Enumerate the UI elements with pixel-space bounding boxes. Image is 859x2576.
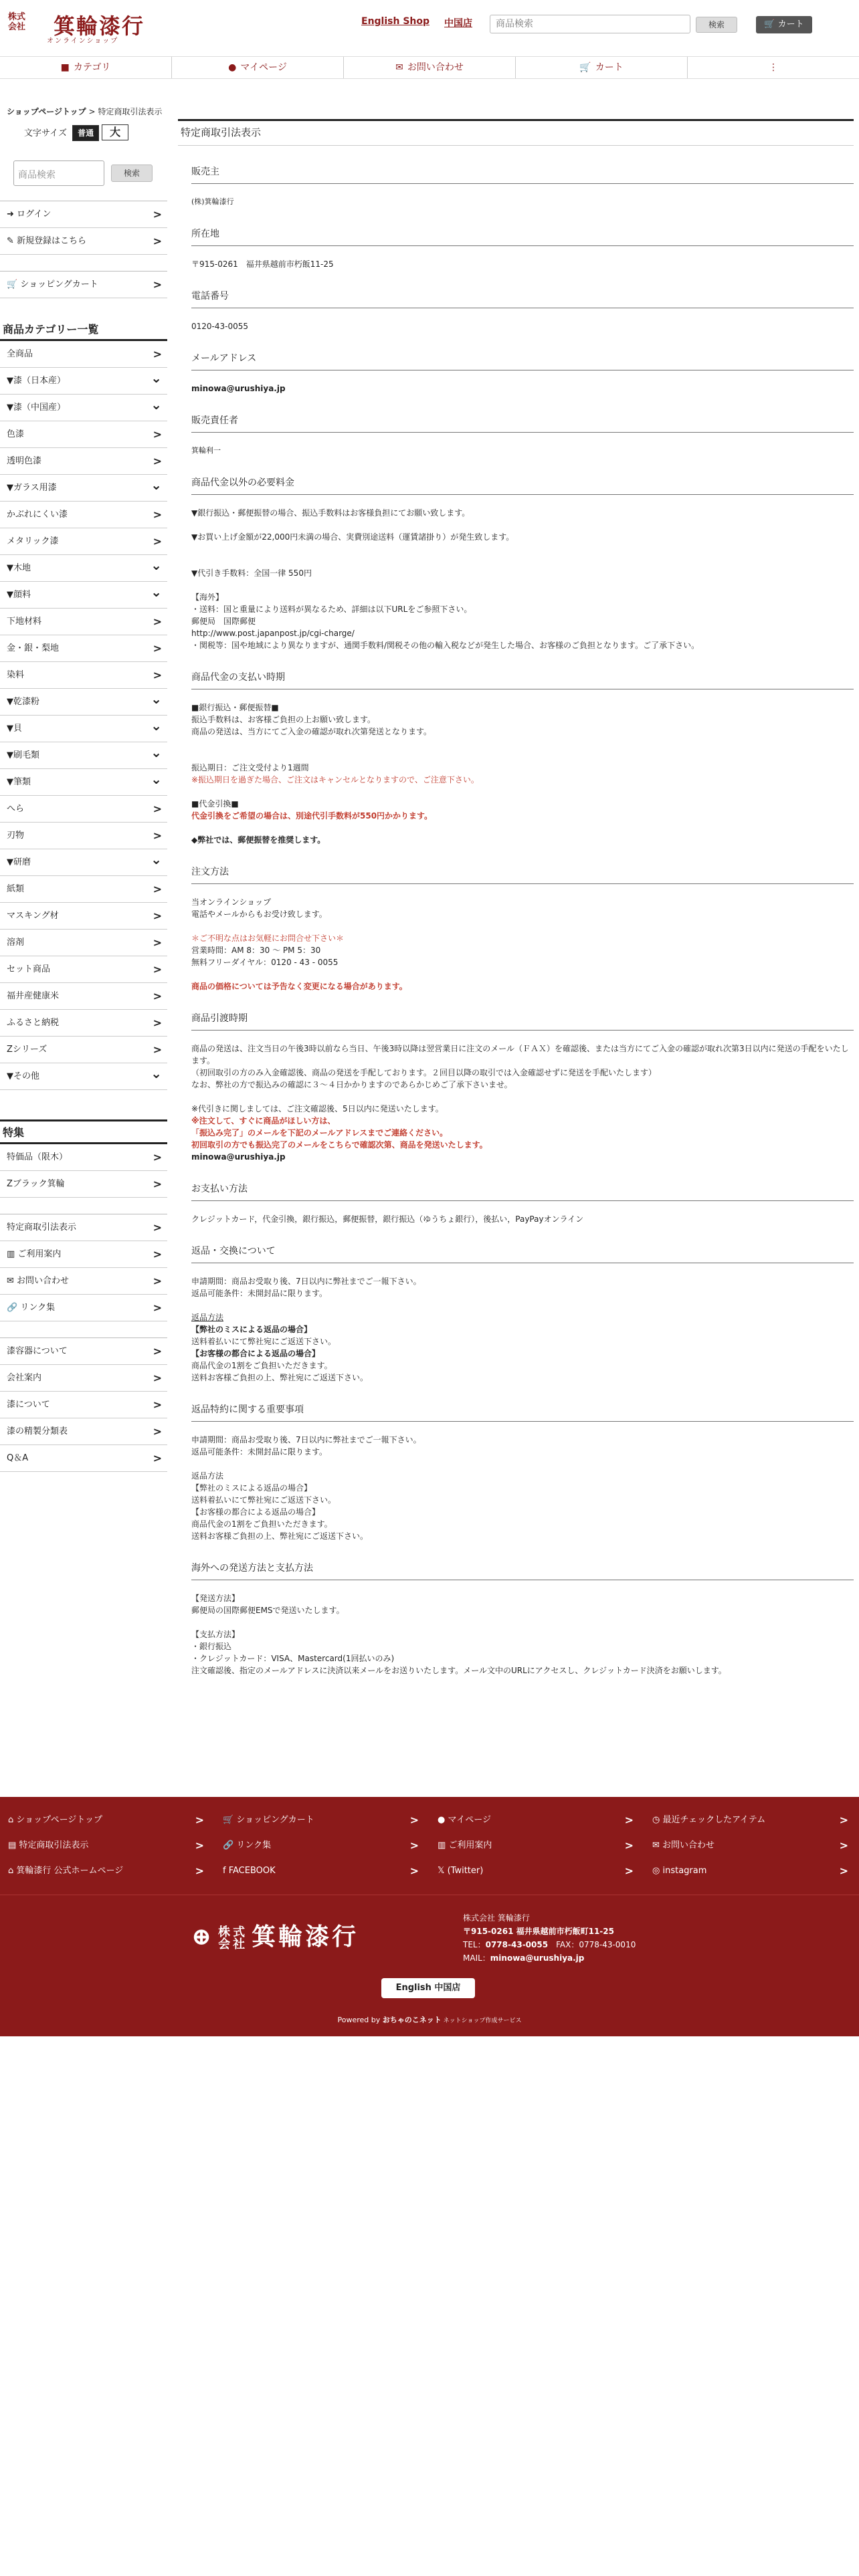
special-heading: 特集	[0, 1121, 167, 1144]
section-heading: 電話番号	[191, 270, 854, 308]
chevron-right-icon: >	[153, 963, 162, 976]
chevron-down-icon: ⌄	[151, 771, 162, 787]
chevron-right-icon: >	[153, 1398, 162, 1411]
logo-mark-icon: ⊕	[191, 1923, 215, 1951]
section-delivery: 商品引渡時期 商品の発送は、注文当日の午後3時以前なら当日、午後3時以降は翌営業日に注文のメール（ＦＡＸ）を確認後、または当方にてご入金の確認が取れ次第3日以内に発送の手配をいたします。 （初回取引の方のみ入金確認後、商品の発送を手配しております。２回目以降の取引では入金確認せずに発送を手配いたします） なお、弊社の方で振込みの確認に３〜４日かかりますのであらかじめご了承下さいませ。 ※代引きに関しましては、ご注文確認後、5日以内に発送いたします。 ※注文して、すぐに商品がほしい方は、 「振込み完了」のメールを下記のメールアドレスまでご連絡ください。 初回取引の方でも振込完了のメールをこちらで確認次第、商品を発送いたします。 minowa@urushiya.jp	[178, 992, 854, 1163]
footer-link[interactable]: 𝕏 (Twitter) >	[430, 1858, 644, 1884]
section-payment-methods: お支払い方法 クレジットカード，代金引換，銀行振込，郵便振替，銀行振込（ゆうちょ銀行），後払い，PayPayオンライン	[178, 1163, 854, 1225]
header-cart-button[interactable]: 🛒 カート	[756, 16, 812, 33]
sidebar-contact[interactable]: ✉ お問い合わせ >	[0, 1268, 167, 1295]
logo-name: 箕輪漆行	[54, 13, 145, 39]
footer-logo[interactable]: ⊕ 株式 会社 箕輪漆行	[191, 1923, 359, 1951]
footer-link[interactable]: ✉ お問い合わせ >	[644, 1833, 859, 1858]
list-icon: ▤	[8, 1840, 19, 1850]
chevron-right-icon: >	[153, 1248, 162, 1261]
footer-link[interactable]: ▤ 特定商取引法表示 >	[0, 1833, 215, 1858]
sidebar-category-item[interactable]: 透明色漆 >	[0, 448, 167, 475]
sidebar-category-item[interactable]: ▼ガラス用漆 ⌄	[0, 475, 167, 502]
font-size-control: 文字サイズ 普通 大	[0, 119, 167, 143]
chevron-right-icon: >	[153, 990, 162, 1002]
footer-link[interactable]: f FACEBOOK >	[215, 1858, 430, 1884]
chevron-right-icon: >	[409, 1839, 419, 1852]
pencil-icon: ✎	[7, 236, 17, 246]
sidebar-category-item[interactable]: 全商品 >	[0, 341, 167, 368]
chevron-right-icon: >	[624, 1839, 634, 1852]
mail-icon: ✉	[7, 1276, 17, 1286]
font-size-large-button[interactable]: 大	[102, 124, 128, 140]
sidebar-login[interactable]: ➜ ログイン >	[0, 201, 167, 228]
chevron-right-icon: >	[153, 1275, 162, 1287]
section-international: 海外への発送方法と支払方法 【発送方法】 郵便局の国際郵便EMSで発送いたします。 【支払方法】 ・銀行振込 ・クレジットカード：VISA、Mastercard(1回払いのみ) 注文確認後、指定のメールアドレスに決済以来メールをお送りいたします。メール文中のURLにアクセスし、クレジットカード決済をお願いします。	[178, 1542, 854, 1677]
section-heading: 商品引渡時期	[191, 992, 854, 1031]
instagram-icon: ◎	[652, 1866, 663, 1876]
chevron-right-icon: >	[153, 615, 162, 628]
section-heading: 所在地	[191, 208, 854, 246]
chevron-down-icon: ⌄	[151, 1065, 162, 1081]
footer-company-info: 株式会社 箕輪漆行 〒915-0261 福井県越前市朽飯町11-25 TEL：0778-43-0055 FAX：0778-43-0010 MAIL：minowa@urushiya.jp	[463, 1913, 636, 1963]
sidebar-guide[interactable]: ▥ ご利用案内 >	[0, 1241, 167, 1268]
sidebar-category-item[interactable]: ▼貝 ⌄	[0, 716, 167, 742]
sidebar-category-item[interactable]: 刃物 >	[0, 823, 167, 849]
chevron-right-icon: >	[153, 1372, 162, 1384]
section-heading: 返品・交換について	[191, 1225, 854, 1263]
sidebar	[0, 119, 167, 1472]
chevron-down-icon: ⌄	[151, 584, 162, 600]
section-seller	[178, 146, 854, 208]
chevron-right-icon: >	[153, 348, 162, 360]
header-search-button[interactable]: 検索	[696, 17, 737, 33]
x-icon: 𝕏	[438, 1866, 448, 1876]
footer-nav	[0, 1797, 859, 1895]
chevron-down-icon: ⌄	[151, 691, 162, 707]
chevron-down-icon: ⌄	[151, 851, 162, 867]
chevron-right-icon: >	[839, 1839, 848, 1852]
sidebar-category-item[interactable]: ▼木地 ⌄	[0, 555, 167, 582]
footer-link[interactable]: ▥ ご利用案内 >	[430, 1833, 644, 1858]
cart-icon: 🛒	[7, 280, 21, 290]
footer-link[interactable]: 🔗 リンク集 >	[215, 1833, 430, 1858]
cart-icon: 🛒	[223, 1815, 237, 1825]
user-icon: ●	[228, 62, 237, 73]
cart-icon: 🛒	[764, 19, 778, 29]
footer-link[interactable]: ● マイページ >	[430, 1808, 644, 1833]
sidebar-category-item[interactable]: ▼研磨 ⌄	[0, 849, 167, 876]
sidebar-search-button[interactable]: 検索	[111, 165, 153, 182]
chevron-right-icon: >	[624, 1864, 634, 1877]
tel-value: 0120-43-0055	[191, 322, 249, 331]
breadcrumb-current: 特定商取引法表示	[98, 107, 163, 116]
sidebar-category-item[interactable]: ▼顔料 ⌄	[0, 582, 167, 609]
sidebar-category-item[interactable]: マスキング材 >	[0, 903, 167, 930]
english-shop-link[interactable]: English Shop	[361, 16, 430, 27]
category-heading: 商品カテゴリー一覧	[0, 318, 167, 341]
nav-cart[interactable]: 🛒 カート	[516, 57, 688, 78]
facebook-icon: f	[223, 1866, 229, 1876]
footer-link[interactable]: ◎ instagram >	[644, 1858, 859, 1884]
address-value: 〒915-0261 福井県越前市朽飯11-25	[191, 259, 334, 269]
chevron-right-icon: >	[153, 428, 162, 441]
chevron-down-icon: ⌄	[151, 718, 162, 734]
delivery-mail-link[interactable]: minowa@urushiya.jp	[191, 1152, 286, 1162]
user-icon: ●	[438, 1815, 448, 1825]
footer-main	[0, 1895, 859, 2036]
sidebar-category-item[interactable]: 色漆 >	[0, 421, 167, 448]
powered-by-link[interactable]: おちゃのこネット	[382, 2016, 442, 2024]
book-icon: ▥	[438, 1840, 449, 1850]
section-heading: 商品代金以外の必要料金	[191, 457, 854, 495]
sidebar-company[interactable]: 会社案内 >	[0, 1365, 167, 1392]
sidebar-links[interactable]: 🔗 リンク集 >	[0, 1295, 167, 1321]
sidebar-category-item[interactable]: 福井産健康米 >	[0, 983, 167, 1010]
sidebar-category-item[interactable]: Zシリーズ >	[0, 1037, 167, 1063]
nav-more[interactable]	[688, 57, 859, 78]
chevron-right-icon: >	[153, 909, 162, 922]
clock-icon: ◷	[652, 1815, 663, 1825]
sidebar-category-item[interactable]: へら >	[0, 796, 167, 823]
header	[0, 0, 859, 45]
more-icon: ⋮	[769, 62, 778, 73]
section-heading: メールアドレス	[191, 332, 854, 370]
sidebar-about-urushi[interactable]: 漆について >	[0, 1392, 167, 1418]
sidebar-register[interactable]: ✎ 新規登録はこちら >	[0, 228, 167, 255]
breadcrumb: ショップページトップ > 特定商取引法表示	[7, 107, 163, 116]
chevron-right-icon: >	[153, 802, 162, 815]
nav-contact[interactable]: ✉ お問い合わせ	[344, 57, 516, 78]
chevron-right-icon: >	[153, 455, 162, 467]
chevron-right-icon: >	[153, 883, 162, 895]
footer-language-button[interactable]: English 中国店	[381, 1978, 475, 1998]
chevron-down-icon: ⌄	[151, 397, 162, 413]
sidebar-category-item[interactable]: ▼筆類 ⌄	[0, 769, 167, 796]
sidebar-category-item[interactable]: ふるさと納税 >	[0, 1010, 167, 1037]
sidebar-special-zblack[interactable]: Zブラック箕輪 >	[0, 1171, 167, 1198]
mail-value[interactable]: minowa@urushiya.jp	[191, 384, 286, 393]
link-icon: 🔗	[7, 1303, 21, 1313]
chevron-right-icon: >	[195, 1864, 204, 1877]
login-icon: ➜	[7, 209, 17, 219]
mail-icon: ✉	[395, 62, 403, 73]
chevron-right-icon: >	[153, 1301, 162, 1314]
powered-by: Powered by おちゃのこネット ネットショップ作成サービス	[337, 2016, 522, 2024]
chevron-right-icon: >	[153, 1425, 162, 1438]
chevron-right-icon: >	[624, 1814, 634, 1826]
sidebar-category-item[interactable]: 金・銀・梨地 >	[0, 635, 167, 662]
sidebar-container-info[interactable]: 漆容器について >	[0, 1338, 167, 1365]
section-mail	[178, 332, 854, 395]
sidebar-search-input[interactable]: 商品検索	[13, 160, 104, 186]
chevron-right-icon: >	[153, 235, 162, 247]
sidebar-special-sale[interactable]: 特価品（限木） >	[0, 1144, 167, 1171]
mail-icon: ✉	[652, 1840, 663, 1850]
manager-value: 箕輪利一	[191, 446, 221, 455]
chevron-right-icon: >	[153, 1452, 162, 1465]
sidebar-category-item[interactable]: セット商品 >	[0, 956, 167, 983]
footer-link[interactable]: ⌂ 箕輪漆行 公式ホームページ >	[0, 1858, 215, 1884]
chevron-right-icon: >	[153, 642, 162, 655]
sidebar-category-item[interactable]: ▼漆（日本産） ⌄	[0, 368, 167, 395]
nav-mypage[interactable]: ● マイページ	[172, 57, 344, 78]
site-logo[interactable]	[8, 9, 162, 43]
chevron-down-icon: ⌄	[151, 744, 162, 760]
sidebar-category-item[interactable]: 染料 >	[0, 662, 167, 689]
section-heading: 商品代金の支払い時期	[191, 651, 854, 689]
chevron-right-icon: >	[153, 208, 162, 221]
main-content	[178, 119, 854, 1677]
sidebar-refine-table[interactable]: 漆の精製分類表 >	[0, 1418, 167, 1445]
logo-corp: 株式 会社	[8, 12, 26, 32]
chevron-right-icon: >	[153, 1043, 162, 1056]
logo-tagline: オンラインショップ	[47, 37, 119, 45]
sidebar-category-item[interactable]: ▼乾漆粉 ⌄	[0, 689, 167, 716]
section-address	[178, 208, 854, 270]
sidebar-search	[0, 143, 167, 201]
chevron-right-icon: >	[409, 1864, 419, 1877]
chevron-down-icon: ⌄	[151, 370, 162, 386]
home-icon: ⌂	[8, 1866, 17, 1876]
category-list	[0, 341, 167, 1090]
chevron-right-icon: >	[153, 1178, 162, 1190]
section-tel	[178, 270, 854, 332]
chevron-right-icon: >	[195, 1814, 204, 1826]
sidebar-category-item[interactable]: ▼漆（中国産） ⌄	[0, 395, 167, 421]
section-manager	[178, 395, 854, 457]
sidebar-category-item[interactable]: 溶剤 >	[0, 930, 167, 956]
sidebar-cart[interactable]: 🛒 ショッピングカート >	[0, 272, 167, 298]
chevron-right-icon: >	[839, 1814, 848, 1826]
chevron-right-icon: >	[153, 669, 162, 681]
link-icon: 🔗	[223, 1840, 237, 1850]
chevron-right-icon: >	[153, 936, 162, 949]
page-title: 特定商取引法表示	[178, 119, 854, 146]
section-heading: 販売責任者	[191, 395, 854, 433]
section-heading: お支払い方法	[191, 1163, 854, 1201]
sidebar-category-item[interactable]: メタリック漆 >	[0, 528, 167, 555]
chevron-right-icon: >	[409, 1814, 419, 1826]
chevron-right-icon: >	[839, 1864, 848, 1877]
section-return-terms: 返品特約に関する重要事項 申請期間：商品お受取り後、7日以内に弊社までご一報下さい。 返品可能条件：未開封品に限ります。 返品方法 【弊社のミスによる返品の場合】 送料着払いにて弊社宛にご返送下さい。 【お客様の都合による返品の場合】 商品代金の1割をご負担いただきます。 送料お客様ご負担の上、弊社宛にご返送下さい。	[178, 1384, 854, 1542]
sidebar-category-item[interactable]: 下地材料 >	[0, 609, 167, 635]
footer-link[interactable]: 🛒 ショッピングカート >	[215, 1808, 430, 1833]
nav-category[interactable]: ■ カテゴリ	[0, 57, 172, 78]
chevron-right-icon: >	[153, 1016, 162, 1029]
sidebar-category-item[interactable]: かぶれにくい漆 >	[0, 502, 167, 528]
footer-link[interactable]: ⌂ ショップページトップ >	[0, 1808, 215, 1833]
chevron-right-icon: >	[153, 829, 162, 842]
main-nav	[0, 56, 859, 79]
section-heading: 注文方法	[191, 846, 854, 884]
home-icon: ⌂	[8, 1815, 17, 1825]
sidebar-category-item[interactable]: 紙類 >	[0, 876, 167, 903]
font-size-normal-button[interactable]: 普通	[72, 125, 99, 141]
sidebar-category-item[interactable]: ▼その他 ⌄	[0, 1063, 167, 1090]
chevron-right-icon: >	[153, 1221, 162, 1234]
chevron-right-icon: >	[153, 535, 162, 548]
chevron-right-icon: >	[153, 278, 162, 291]
section-returns: 返品・交換について 申請期間：商品お受取り後、7日以内に弊社までご一報下さい。 返品可能条件：未開封品に限ります。 返品方法 【弊社のミスによる返品の場合】 送料着払いにて弊社宛にご返送下さい。 【お客様の都合による返品の場合】 商品代金の1割をご負担いただきます。 送料お客様ご負担の上、弊社宛にご返送下さい。	[178, 1225, 854, 1384]
section-fees: 商品代金以外の必要料金 ▼銀行振込・郵便振替の場合、振込手数料はお客様負担にてお願い致します。 ▼お買い上げ金額が22,000円未満の場合、実費別途送料（運賃諸掛り）が発生致します。 ▼代引き手数料：全国一律 550円 【海外】 ・送料：国と重量により送料が異なるため、詳細は以下URLをご参照下さい。 郵便局 国際郵便 http://www.post.japanpost.jp/cgi-charge/ ・関税等：国や地域により異なりますが、通関手数料/関税その他の輸入税などが発生した場合、お客様のご負担となります。ご了承下さい。	[178, 457, 854, 651]
book-icon: ▥	[7, 1249, 18, 1259]
chevron-right-icon: >	[153, 508, 162, 521]
section-heading: 返品特約に関する重要事項	[191, 1384, 854, 1422]
folder-icon: ■	[60, 62, 70, 73]
chevron-down-icon: ⌄	[151, 557, 162, 573]
chevron-right-icon: >	[153, 1345, 162, 1358]
section-order: 注文方法 当オンラインショップ 電話やメールからもお受け致します。 ＊ご不明な点はお気軽にお問合せ下さい＊ 営業時間：AM 8：30 〜 PM 5：30 無料フリーダイヤル：0120 - 43 - 0055 商品の価格については予告なく変更になる場合があります。	[178, 846, 854, 992]
sidebar-faq[interactable]: Q＆A >	[0, 1445, 167, 1472]
section-heading: 販売主	[191, 146, 854, 184]
sidebar-category-item[interactable]: ▼刷毛類 ⌄	[0, 742, 167, 769]
chevron-down-icon: ⌄	[151, 477, 162, 493]
footer-link[interactable]: ◷ 最近チェックしたアイテム >	[644, 1808, 859, 1833]
section-payment-timing: 商品代金の支払い時期 ■銀行振込・郵便振替■ 振込手数料は、お客様ご負担の上お願い致します。 商品の発送は、当方にてご入金の確認が取れ次第発送となります。 振込期日：ご注文受付より1週間 ※振込期日を過ぎた場合、ご注文はキャンセルとなりますので、ご注意下さい。 ■代金引換■ 代金引換をご希望の場合は、別途代引手数料が550円かかります。 ◆弊社では、郵便振替を推奨します。	[178, 651, 854, 846]
postage-url-link[interactable]: http://www.post.japanpost.jp/cgi-charge/	[191, 629, 355, 638]
seller-value: (株)箕輪漆行	[191, 197, 234, 206]
breadcrumb-home[interactable]: ショップページトップ	[7, 107, 86, 116]
chevron-right-icon: >	[195, 1839, 204, 1852]
section-heading: 海外への発送方法と支払方法	[191, 1542, 854, 1580]
chevron-right-icon: >	[153, 1151, 162, 1164]
header-search-input[interactable]	[490, 15, 690, 33]
sidebar-tokusho[interactable]: 特定商取引法表示 >	[0, 1214, 167, 1241]
footer-mail-link[interactable]: minowa@urushiya.jp	[490, 1953, 585, 1963]
chinese-shop-link[interactable]: 中国店	[444, 18, 473, 29]
cart-icon: 🛒	[579, 62, 591, 73]
